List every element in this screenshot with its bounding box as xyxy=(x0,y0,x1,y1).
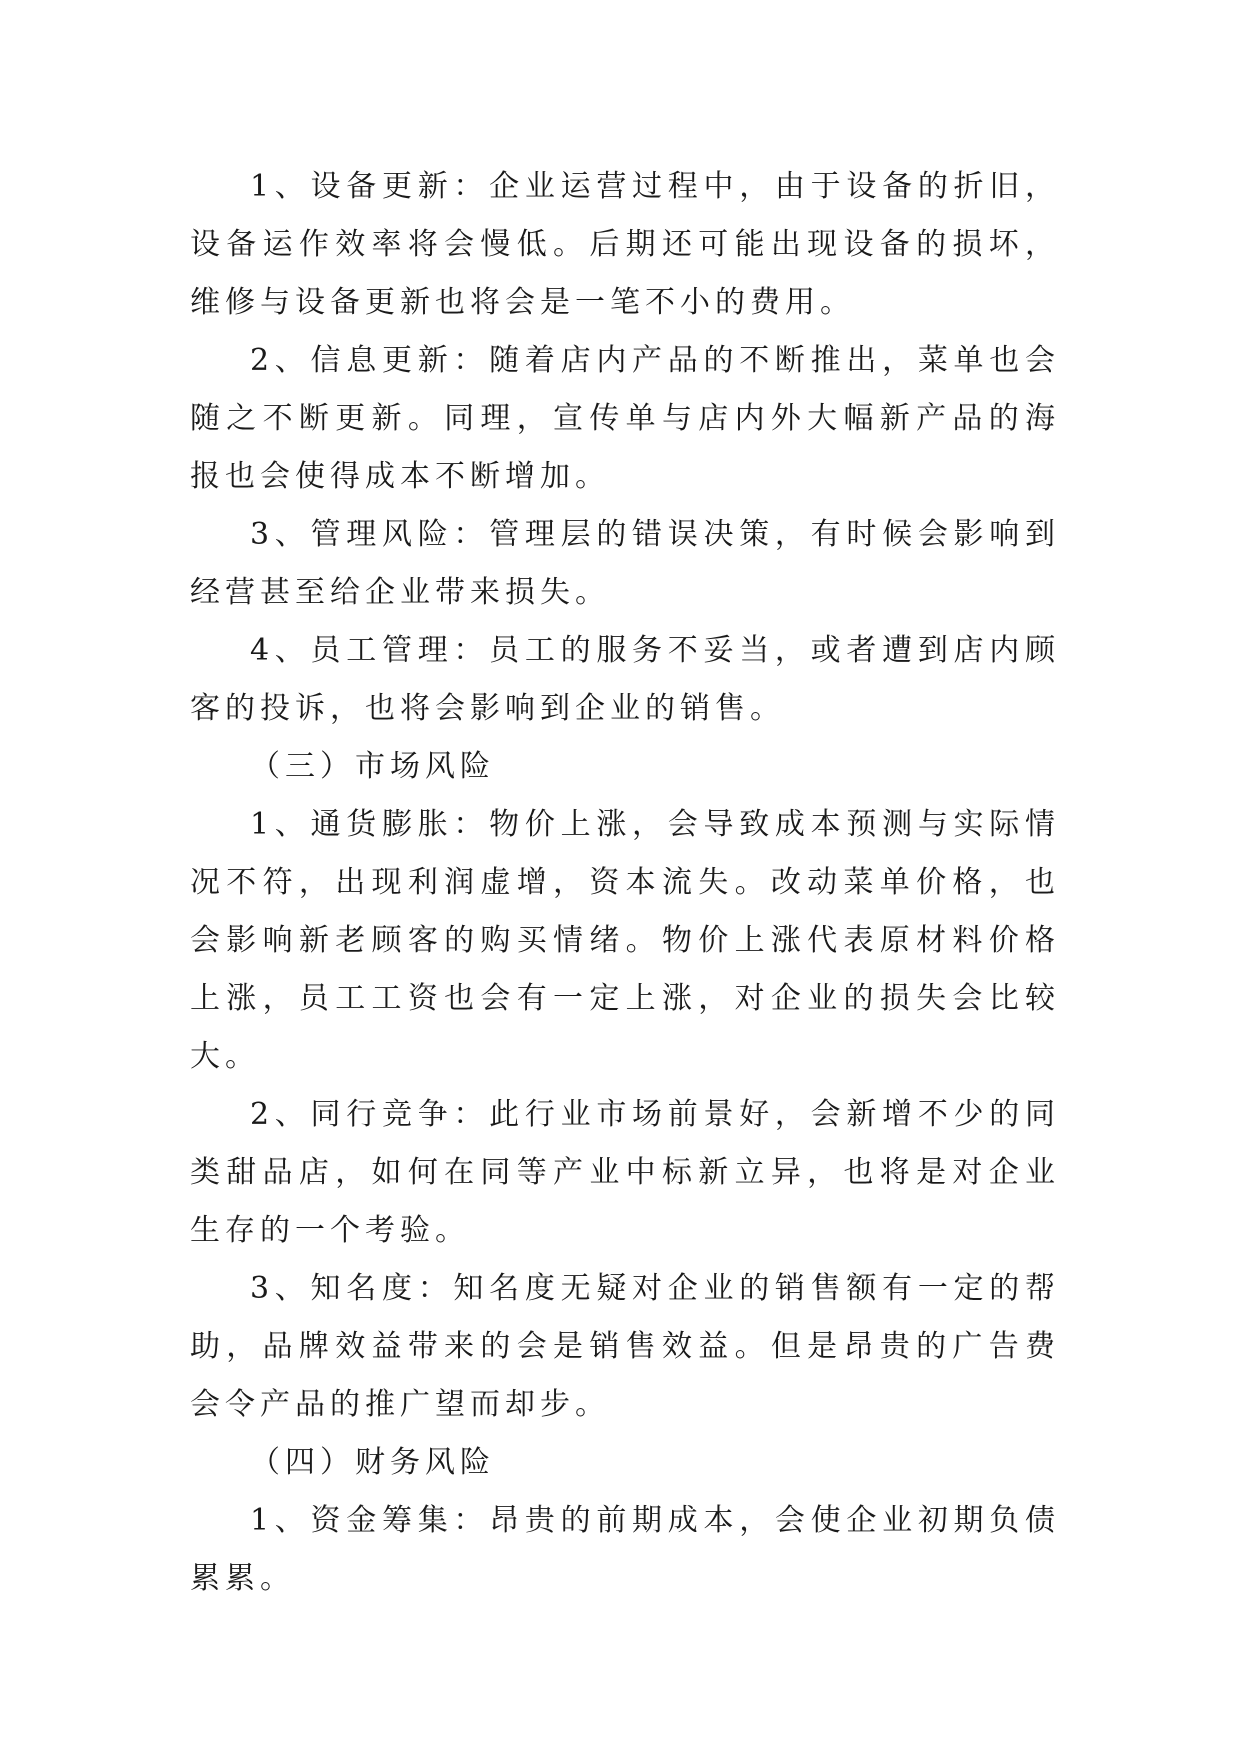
paragraph-management-risk: 3、管理风险：管理层的错误决策，有时候会影响到经营甚至给企业带来损失。 xyxy=(190,517,1060,610)
paragraph-inflation: 1、通货膨胀：物价上涨，会导致成本预测与实际情况不符，出现利润虚增，资本流失。改动菜单价格，也会影响新老顾客的购买情绪。物价上涨代表原材料价格上涨，员工工资也会有一定上涨，对企业的损失会比较大。 xyxy=(190,807,1060,1074)
section-heading-financial-risk: （四）财务风险 xyxy=(250,1445,495,1480)
section-heading-market-risk: （三）市场风险 xyxy=(250,749,495,784)
paragraph-staff-management: 4、员工管理：员工的服务不妥当，或者遭到店内顾客的投诉，也将会影响到企业的销售。 xyxy=(190,633,1060,726)
paragraph-fund-raising: 1、资金筹集：昂贵的前期成本，会使企业初期负债累累。 xyxy=(190,1503,1060,1596)
paragraph-information-update: 2、信息更新：随着店内产品的不断推出，菜单也会随之不断更新。同理，宣传单与店内外大幅新产品的海报也会使得成本不断增加。 xyxy=(190,343,1060,494)
paragraph-brand-awareness: 3、知名度：知名度无疑对企业的销售额有一定的帮助，品牌效益带来的会是销售效益。但是昂贵的广告费会令产品的推广望而却步。 xyxy=(190,1271,1060,1422)
document-body xyxy=(190,158,1060,1608)
paragraph-competition: 2、同行竞争：此行业市场前景好，会新增不少的同类甜品店，如何在同等产业中标新立异，也将是对企业生存的一个考验。 xyxy=(190,1097,1060,1248)
paragraph-equipment-update: 1、设备更新：企业运营过程中，由于设备的折旧，设备运作效率将会慢低。后期还可能出现设备的损坏，维修与设备更新也将会是一笔不小的费用。 xyxy=(190,169,1060,320)
